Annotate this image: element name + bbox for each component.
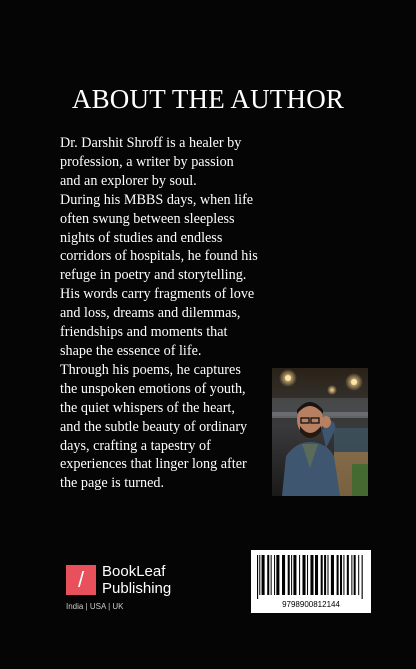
barcode-bar	[358, 555, 359, 595]
barcode-bar	[324, 555, 326, 595]
isbn-number: 9798900812144	[282, 600, 340, 609]
barcode-bar	[276, 555, 279, 595]
bio-line: refuge in poetry and storytelling.	[60, 267, 247, 284]
barcode-bar	[362, 555, 363, 599]
barcode-bar	[302, 555, 305, 595]
barcode-bar	[331, 555, 334, 595]
bio-line: corridors of hospitals, he found his	[60, 248, 258, 265]
barcode-bar	[274, 555, 275, 595]
barcode-bar	[257, 555, 258, 599]
barcode-bar	[327, 555, 328, 595]
bio-line: the quiet whispers of the heart,	[60, 399, 235, 416]
barcode-bar	[271, 555, 272, 595]
bio-line: experiences that linger long after	[60, 456, 247, 473]
barcode-bar	[288, 555, 290, 595]
bio-line: the page is turned.	[60, 475, 165, 492]
barcode-bar	[262, 555, 265, 595]
author-photo	[272, 368, 368, 496]
barcode-bar	[340, 555, 342, 595]
publisher-regions: India | USA | UK	[66, 602, 124, 611]
publisher-name-line2: Publishing	[102, 580, 172, 597]
barcode-bar	[291, 555, 292, 595]
bio-line: the unspoken emotions of youth,	[60, 380, 246, 397]
barcode-bar	[267, 555, 269, 595]
barcode-bar	[307, 555, 308, 595]
barcode-bar	[321, 555, 323, 595]
bio-line: Through his poems, he captures	[60, 361, 241, 378]
barcode-bars	[257, 555, 365, 599]
bio-line: and the subtle beauty of ordinary	[60, 418, 248, 435]
barcode-bar	[337, 555, 339, 595]
bio-line: and loss, dreams and dilemmas,	[60, 305, 241, 322]
barcode-bar	[299, 555, 300, 595]
bio-line: During his MBBS days, when life	[60, 191, 254, 208]
barcode-bar	[343, 555, 344, 595]
bio-line: and an explorer by soul.	[60, 172, 197, 189]
bio-line: friendships and moments that	[60, 324, 228, 341]
isbn-barcode	[251, 550, 371, 613]
bio-line: shape the essence of life.	[60, 342, 202, 359]
bio-line: Dr. Darshit Shroff is a healer by	[60, 135, 242, 151]
barcode-bar	[351, 555, 352, 595]
barcode-bar	[347, 555, 349, 595]
bio-line: days, crafting a tapestry of	[60, 437, 211, 454]
barcode-bar	[259, 555, 260, 595]
author-photo-image	[272, 368, 368, 496]
publisher-name-line1: BookLeaf	[102, 563, 166, 580]
publisher-mark-icon: /	[66, 565, 96, 595]
barcode-bar	[310, 555, 313, 595]
author-bio	[60, 134, 280, 493]
page-title: ABOUT THE AUTHOR	[71, 84, 345, 114]
bio-line: His words carry fragments of love	[60, 286, 255, 303]
barcode-bar	[282, 555, 285, 595]
bio-line: profession, a writer by passion	[60, 153, 234, 170]
bio-line: nights of studies and endless	[60, 229, 223, 246]
barcode-bar	[315, 555, 318, 595]
barcode-bar	[354, 555, 356, 595]
bio-line: often swung between sleepless	[60, 210, 235, 227]
barcode-bar	[293, 555, 296, 595]
